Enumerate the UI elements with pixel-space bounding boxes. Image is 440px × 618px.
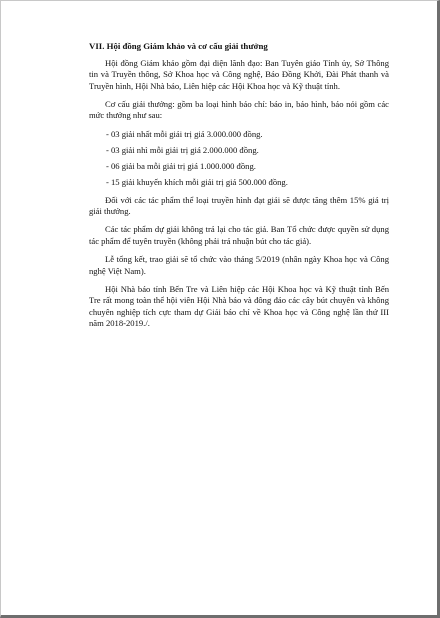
tv-bonus-paragraph: Đối với các tác phẩm thể loại truyền hình đạt giải sẽ được tăng thêm 15% giá trị giải thưởng. bbox=[89, 194, 389, 217]
prize-item-encouragement: - 15 giải khuyến khích mỗi giải trị giá 500.000 đồng. bbox=[106, 176, 288, 187]
prize-structure-paragraph: Cơ cấu giải thưởng: gồm ba loại hình báo chí: báo in, báo hình, báo nói gồm các mức thưởng như sau: bbox=[89, 98, 389, 121]
entries-rights-paragraph: Các tác phẩm dự giải không trả lại cho tác giả. Ban Tổ chức được quyền sử dụng tác phẩm để tuyên truyền (không phải trả nhuận bút cho tác giả). bbox=[89, 224, 389, 246]
document-body bbox=[89, 41, 389, 337]
ceremony-paragraph: Lễ tổng kết, trao giải sẽ tổ chức vào tháng 5/2019 (nhân ngày Khoa học và Công nghệ Việt Nam). bbox=[89, 253, 389, 276]
prize-item-second: - 03 giải nhì mỗi giải trị giá 2.000.000 đồng. bbox=[106, 144, 259, 155]
prize-item-third: - 06 giải ba mỗi giải trị giá 1.000.000 đồng. bbox=[106, 160, 256, 171]
section-heading: VII. Hội đồng Giám khảo và cơ cấu giải thưởng bbox=[89, 41, 268, 51]
closing-paragraph: Hội Nhà báo tỉnh Bến Tre và Liên hiệp các Hội Khoa học và Kỹ thuật tỉnh Bến Tre rất mong toàn thể hội viên Hội Nhà báo và đông đảo các cây bút chuyên và không chuyên nghiệp tích cực tham dự Giải báo chí về Khoa học và Công nghệ lần thứ III năm 2018-2019./. bbox=[89, 283, 389, 329]
prize-item-first: - 03 giải nhất mỗi giải trị giá 3.000.000 đồng. bbox=[106, 128, 263, 139]
jury-paragraph: Hội đồng Giám khảo gồm đại diện lãnh đạo: Ban Tuyên giáo Tỉnh ủy, Sở Thông tin và Truyền thông, Sở Khoa học và Công nghệ, Báo Đồng Khởi, Đài Phát thanh và Truyền hình, Hội Nhà báo, Liên hiệp các Hội Khoa học và Kỹ thuật tỉnh. bbox=[89, 57, 389, 91]
prize-list bbox=[89, 129, 389, 189]
